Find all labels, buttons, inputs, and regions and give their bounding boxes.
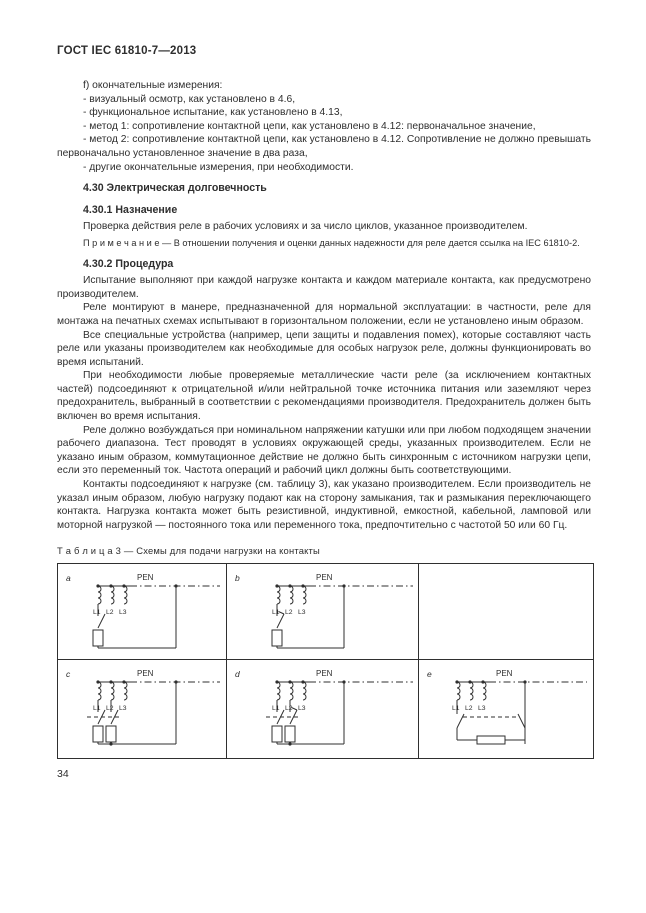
body-paragraph: Испытание выполняют при каждой нагрузке контакта и каждом материале контакта, как предусмотрено производителем. xyxy=(57,275,591,300)
cell-letter: d xyxy=(235,669,240,680)
body-paragraph: Контакты подсоединяют к нагрузке (см. таблицу 3), как указано производителем. Если производитель не указал иным образом, любую нагрузку подают как на сторону замыкания, так и размыкания переключающего контакта. Нагрузка контакта может быть резистивной, индуктивной, емкостной, кабельной, ламповой или моторной нагрузкой — постоянного тока или переменного тока, предпочтительно с частотой 50 или 60 Гц. xyxy=(57,479,591,531)
circuit-diagram-e xyxy=(419,660,592,754)
circuit-diagram-b xyxy=(227,564,417,658)
coil-label: L3 xyxy=(119,609,127,617)
coil-label: L1 xyxy=(272,609,280,617)
coil-label: L2 xyxy=(285,705,293,713)
body-paragraph: Реле должно возбуждаться при номинальном напряжении катушки или при любом подходящем значении рабочего диапазона. Тест проводят в условиях окружающей среды, указанных производителем. Если не указано иным образом, коммутационное действие не должно быть синхронным с источником нагрузки цепи, если это переменный ток. Частота операций и рабочий цикл должны быть соответствующими. xyxy=(57,424,591,477)
table-cell-d xyxy=(227,660,419,759)
coil-label: L1 xyxy=(272,705,280,713)
body-paragraph: - метод 2: сопротивление контактной цепи, как установлено в 4.12. Сопротивление не должно превышать первоначально установленное значение в два раза, xyxy=(57,134,591,159)
body-paragraph: Реле монтируют в манере, предназначенной для нормальной эксплуатации: в частности, реле для монтажа на печатных схемах испытывают в горизонтальном положении, если не установлено иным образом. xyxy=(57,302,591,327)
coil-label: L3 xyxy=(298,705,306,713)
cell-letter: a xyxy=(66,573,71,584)
coil-label: L3 xyxy=(298,609,306,617)
coil-label: L2 xyxy=(106,705,114,713)
table-cell-e xyxy=(419,660,594,759)
body-paragraph: При необходимости любые проверяемые металлические части реле (за исключением контактных частей) подсоединяют к отрицательной и/или нейтральной точке источника питания или заземляют через предохранитель, выбранный в соответствии с рекомендациями производителя. Предохранитель должен быть включен во время испытания. xyxy=(57,370,591,423)
circuit-diagram-d xyxy=(227,660,417,754)
pen-label: PEN xyxy=(316,573,333,583)
body-paragraph: - функциональное испытание, как установлено в 4.13, xyxy=(83,107,343,119)
cell-letter: c xyxy=(66,669,71,680)
body-paragraph: - другие окончательные измерения, при необходимости. xyxy=(83,161,354,173)
coil-label: L3 xyxy=(478,705,486,713)
text-flow xyxy=(57,79,591,532)
table-caption: Т а б л и ц а 3 — Схемы для подачи нагрузки на контакты xyxy=(57,545,320,557)
table-cell-empty xyxy=(419,564,594,660)
coil-label: L1 xyxy=(93,609,101,617)
section-heading: 4.30 Электрическая долговечность xyxy=(83,182,267,195)
body-paragraph: f) окончательные измерения: xyxy=(83,80,223,91)
coil-label: L2 xyxy=(285,609,293,617)
page-content xyxy=(57,45,591,780)
body-paragraph: - метод 1: сопротивление контактной цепи, как установлено в 4.12: первоначальное значение, xyxy=(83,120,536,132)
table-cell-b xyxy=(227,564,419,660)
pen-label: PEN xyxy=(316,669,333,679)
coil-label: L2 xyxy=(106,609,114,617)
document-code: ГОСТ IEC 61810-7—2013 xyxy=(57,45,197,57)
circuit-diagram-c xyxy=(58,660,225,754)
pen-label: PEN xyxy=(137,573,154,583)
table-row xyxy=(58,564,594,660)
cell-letter: e xyxy=(427,669,432,680)
pen-label: PEN xyxy=(496,669,513,679)
section-heading: 4.30.2 Процедура xyxy=(83,257,174,270)
body-paragraph: Проверка действия реле в рабочих условиях и за число циклов, указанное производителем. xyxy=(83,221,528,233)
load-circuits-table xyxy=(57,563,594,759)
body-paragraph: - визуальный осмотр, как установлено в 4.6, xyxy=(83,93,296,105)
page-number: 34 xyxy=(57,768,69,781)
table-row xyxy=(58,660,594,759)
body-paragraph: Все специальные устройства (например, цепи защиты и подавления помех), которые составляют часть реле или указаны производителем как необходимые для особых нагрузок реле, должны функционировать во время испытаний. xyxy=(57,329,591,368)
coil-label: L3 xyxy=(119,705,127,713)
coil-label: L1 xyxy=(93,705,101,713)
note-paragraph: П р и м е ч а н и е — В отношении получения и оценки данных надежности для реле дается ссылка на IEC 61810-2. xyxy=(83,237,580,248)
table-cell-c xyxy=(58,660,227,759)
coil-label: L1 xyxy=(452,705,460,713)
section-heading: 4.30.1 Назначение xyxy=(83,203,178,216)
cell-letter: b xyxy=(235,573,240,584)
circuit-diagram-a xyxy=(58,564,225,658)
pen-label: PEN xyxy=(137,669,154,679)
coil-label: L2 xyxy=(465,705,473,713)
table-cell-a xyxy=(58,564,227,660)
